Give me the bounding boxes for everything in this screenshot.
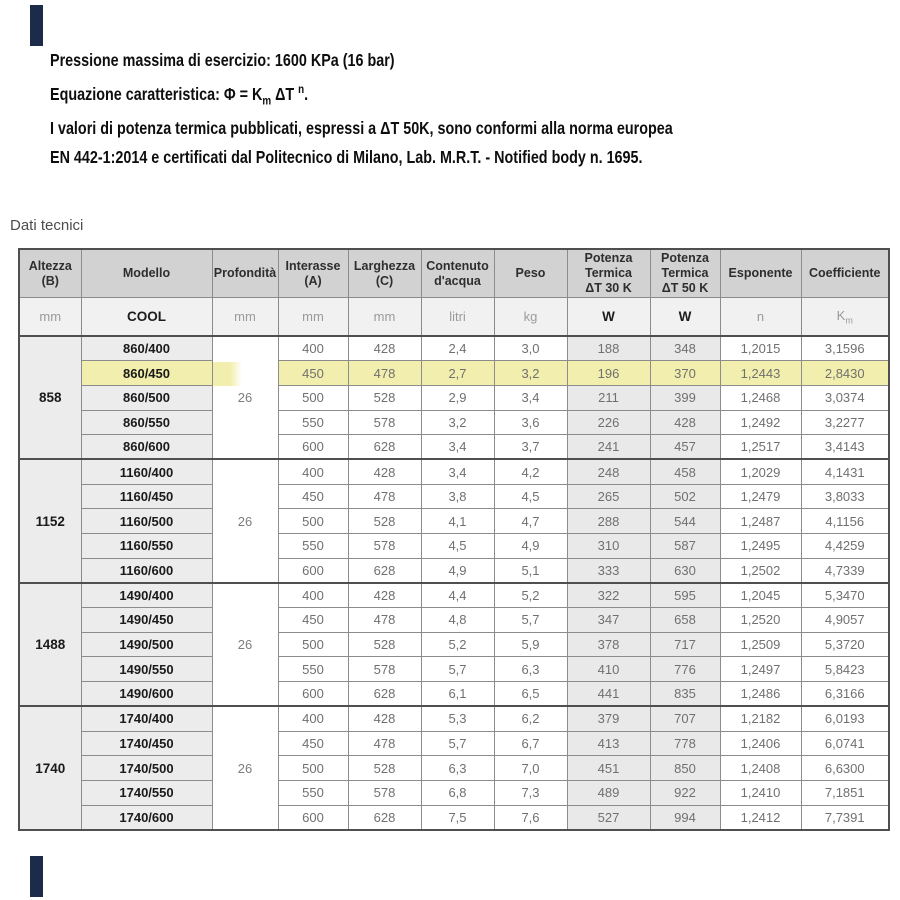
cell-water-content: 3,4 [421, 459, 494, 484]
cell-coefficient: 5,3470 [801, 583, 889, 608]
cell-power-dt50: 457 [650, 435, 720, 460]
cell-interasse: 600 [278, 435, 348, 460]
cell-weight: 3,6 [494, 410, 567, 435]
cell-profondita: 26 [212, 706, 278, 829]
equation-prefix: Equazione caratteristica: Φ = K [50, 83, 263, 104]
table-body [19, 336, 889, 830]
table-row [19, 484, 889, 509]
cell-power-dt30: 451 [567, 756, 650, 781]
cell-coefficient: 4,7339 [801, 558, 889, 583]
cell-interasse: 600 [278, 805, 348, 830]
table-row [19, 608, 889, 633]
unit-larghezza: mm [348, 298, 421, 337]
cell-model: 1160/400 [81, 459, 212, 484]
cell-coefficient: 7,1851 [801, 780, 889, 805]
intro-line-norm: I valori di potenza termica pubblicati, espressi a ΔT 50K, sono conformi alla norma europea [50, 118, 673, 139]
cell-model: 1740/600 [81, 805, 212, 830]
cell-exponent: 1,2487 [720, 509, 801, 534]
cell-power-dt50: 587 [650, 534, 720, 559]
cell-weight: 4,2 [494, 459, 567, 484]
cell-power-dt30: 265 [567, 484, 650, 509]
cell-weight: 7,6 [494, 805, 567, 830]
table-row [19, 731, 889, 756]
cell-model: 1160/600 [81, 558, 212, 583]
cell-power-dt50: 428 [650, 410, 720, 435]
cell-model: 1490/450 [81, 608, 212, 633]
cell-model: 1740/500 [81, 756, 212, 781]
cell-power-dt30: 527 [567, 805, 650, 830]
intro-line-certification: EN 442-1:2014 e certificati dal Politecnico di Milano, Lab. M.R.T. - Notified body n. 1695. [50, 146, 643, 167]
cell-larghezza: 428 [348, 336, 421, 361]
cell-profondita: 26 [212, 336, 278, 459]
corner-mark-bottom-left [30, 856, 43, 897]
cell-interasse: 450 [278, 361, 348, 386]
cell-larghezza: 628 [348, 435, 421, 460]
table-row [19, 682, 889, 707]
cell-coefficient: 5,8423 [801, 657, 889, 682]
unit-esponente: n [720, 298, 801, 337]
cell-power-dt30: 322 [567, 583, 650, 608]
cell-interasse: 450 [278, 608, 348, 633]
cell-water-content: 5,3 [421, 706, 494, 731]
cell-interasse: 400 [278, 459, 348, 484]
cell-exponent: 1,2406 [720, 731, 801, 756]
cell-model: 860/450 [81, 361, 212, 386]
cell-model: 1490/600 [81, 682, 212, 707]
cell-interasse: 600 [278, 682, 348, 707]
intro-text-block [50, 46, 809, 171]
cell-power-dt50: 348 [650, 336, 720, 361]
cell-water-content: 5,7 [421, 657, 494, 682]
cell-power-dt50: 630 [650, 558, 720, 583]
cell-power-dt30: 196 [567, 361, 650, 386]
table-row [19, 632, 889, 657]
cell-weight: 7,3 [494, 780, 567, 805]
cell-coefficient: 2,8430 [801, 361, 889, 386]
cell-power-dt50: 658 [650, 608, 720, 633]
cell-coefficient: 3,1596 [801, 336, 889, 361]
cell-weight: 5,2 [494, 583, 567, 608]
cell-power-dt50: 776 [650, 657, 720, 682]
cell-water-content: 4,1 [421, 509, 494, 534]
table-row [19, 361, 889, 386]
cell-larghezza: 528 [348, 385, 421, 410]
cell-coefficient: 3,0374 [801, 385, 889, 410]
cell-interasse: 450 [278, 484, 348, 509]
cell-larghezza: 428 [348, 459, 421, 484]
cell-water-content: 6,8 [421, 780, 494, 805]
cell-power-dt30: 188 [567, 336, 650, 361]
cell-larghezza: 628 [348, 682, 421, 707]
cell-power-dt30: 310 [567, 534, 650, 559]
cell-weight: 4,7 [494, 509, 567, 534]
equation-period: . [304, 83, 309, 104]
cell-larghezza: 628 [348, 805, 421, 830]
unit-row [19, 298, 889, 337]
cell-exponent: 1,2412 [720, 805, 801, 830]
cell-exponent: 1,2029 [720, 459, 801, 484]
cell-power-dt30: 211 [567, 385, 650, 410]
cell-larghezza: 528 [348, 509, 421, 534]
cell-power-dt50: 835 [650, 682, 720, 707]
cell-power-dt50: 707 [650, 706, 720, 731]
cell-larghezza: 428 [348, 583, 421, 608]
cell-coefficient: 7,7391 [801, 805, 889, 830]
corner-mark-top-left [30, 5, 43, 46]
cell-exponent: 1,2520 [720, 608, 801, 633]
cell-power-dt30: 248 [567, 459, 650, 484]
cell-interasse: 400 [278, 706, 348, 731]
cell-power-dt30: 410 [567, 657, 650, 682]
cell-larghezza: 528 [348, 632, 421, 657]
cell-weight: 3,7 [494, 435, 567, 460]
table-row [19, 509, 889, 534]
cell-water-content: 2,9 [421, 385, 494, 410]
cell-weight: 4,9 [494, 534, 567, 559]
cell-power-dt50: 922 [650, 780, 720, 805]
cell-larghezza: 478 [348, 608, 421, 633]
cell-weight: 3,4 [494, 385, 567, 410]
cell-power-dt30: 226 [567, 410, 650, 435]
cell-power-dt30: 378 [567, 632, 650, 657]
cell-water-content: 4,4 [421, 583, 494, 608]
cell-exponent: 1,2410 [720, 780, 801, 805]
cell-water-content: 4,5 [421, 534, 494, 559]
cell-weight: 7,0 [494, 756, 567, 781]
cell-coefficient: 6,0193 [801, 706, 889, 731]
cell-coefficient: 6,0741 [801, 731, 889, 756]
cell-power-dt30: 413 [567, 731, 650, 756]
cell-exponent: 1,2497 [720, 657, 801, 682]
cell-water-content: 4,9 [421, 558, 494, 583]
cell-model: 1160/550 [81, 534, 212, 559]
cell-interasse: 500 [278, 385, 348, 410]
unit-modello-series: COOL [81, 298, 212, 337]
unit-profondita: mm [212, 298, 278, 337]
cell-water-content: 3,2 [421, 410, 494, 435]
cell-exponent: 1,2517 [720, 435, 801, 460]
cell-exponent: 1,2015 [720, 336, 801, 361]
cell-power-dt50: 717 [650, 632, 720, 657]
cell-height: 1152 [19, 459, 81, 582]
col-header-modello: Modello [81, 249, 212, 298]
col-header-potenza-dt50: Potenza Termica ΔT 50 K [650, 249, 720, 298]
cell-interasse: 500 [278, 632, 348, 657]
section-title: Dati tecnici [10, 217, 84, 234]
cell-coefficient: 3,4143 [801, 435, 889, 460]
cell-water-content: 4,8 [421, 608, 494, 633]
cell-coefficient: 4,4259 [801, 534, 889, 559]
table-row [19, 583, 889, 608]
col-header-larghezza: Larghezza (C) [348, 249, 421, 298]
table-row [19, 657, 889, 682]
cell-interasse: 550 [278, 534, 348, 559]
cell-exponent: 1,2443 [720, 361, 801, 386]
table-row [19, 336, 889, 361]
col-header-peso: Peso [494, 249, 567, 298]
cell-exponent: 1,2045 [720, 583, 801, 608]
cell-exponent: 1,2509 [720, 632, 801, 657]
unit-potenza-dt50: W [650, 298, 720, 337]
cell-larghezza: 578 [348, 534, 421, 559]
cell-coefficient: 4,1156 [801, 509, 889, 534]
col-header-coefficiente: Coefficiente [801, 249, 889, 298]
cell-power-dt30: 441 [567, 682, 650, 707]
unit-coefficiente: $K_m$ [801, 298, 889, 337]
cell-weight: 5,1 [494, 558, 567, 583]
cell-water-content: 5,2 [421, 632, 494, 657]
header-row [19, 249, 889, 298]
cell-larghezza: 578 [348, 410, 421, 435]
cell-exponent: 1,2182 [720, 706, 801, 731]
unit-potenza-dt30: W [567, 298, 650, 337]
cell-height: 1740 [19, 706, 81, 829]
cell-power-dt50: 399 [650, 385, 720, 410]
cell-coefficient: 3,8033 [801, 484, 889, 509]
intro-line-pressure: Pressione massima di esercizio: 1600 KPa (16 bar) [50, 50, 395, 70]
cell-model: 1160/450 [81, 484, 212, 509]
table-row [19, 756, 889, 781]
cell-power-dt50: 370 [650, 361, 720, 386]
table-row [19, 459, 889, 484]
cell-exponent: 1,2486 [720, 682, 801, 707]
intro-line-equation [50, 75, 673, 115]
highlight-band [213, 362, 243, 387]
unit-peso: kg [494, 298, 567, 337]
col-header-interasse: Interasse (A) [278, 249, 348, 298]
cell-weight: 6,3 [494, 657, 567, 682]
cell-model: 860/550 [81, 410, 212, 435]
cell-power-dt30: 288 [567, 509, 650, 534]
cell-larghezza: 478 [348, 361, 421, 386]
equation-subscript: m [262, 92, 272, 107]
cell-interasse: 550 [278, 410, 348, 435]
table-row [19, 805, 889, 830]
cell-interasse: 550 [278, 657, 348, 682]
table-row [19, 706, 889, 731]
cell-exponent: 1,2479 [720, 484, 801, 509]
cell-model: 1490/550 [81, 657, 212, 682]
cell-weight: 3,0 [494, 336, 567, 361]
cell-model: 1490/400 [81, 583, 212, 608]
cell-model: 860/500 [81, 385, 212, 410]
cell-weight: 6,5 [494, 682, 567, 707]
cell-coefficient: 4,1431 [801, 459, 889, 484]
cell-height: 858 [19, 336, 81, 459]
cell-interasse: 500 [278, 509, 348, 534]
cell-model: 1740/550 [81, 780, 212, 805]
cell-water-content: 6,1 [421, 682, 494, 707]
table-row [19, 385, 889, 410]
cell-interasse: 450 [278, 731, 348, 756]
cell-coefficient: 4,9057 [801, 608, 889, 633]
cell-model: 860/400 [81, 336, 212, 361]
cell-weight: 5,9 [494, 632, 567, 657]
cell-power-dt50: 544 [650, 509, 720, 534]
cell-interasse: 400 [278, 336, 348, 361]
cell-water-content: 3,4 [421, 435, 494, 460]
cell-power-dt30: 241 [567, 435, 650, 460]
cell-coefficient: 6,3166 [801, 682, 889, 707]
cell-larghezza: 528 [348, 756, 421, 781]
col-header-profondita: Profondità [212, 249, 278, 298]
cell-power-dt50: 778 [650, 731, 720, 756]
col-header-potenza-dt30: Potenza Termica ΔT 30 K [567, 249, 650, 298]
cell-power-dt30: 489 [567, 780, 650, 805]
cell-power-dt50: 994 [650, 805, 720, 830]
unit-interasse: mm [278, 298, 348, 337]
table-row [19, 435, 889, 460]
cell-model: 1740/400 [81, 706, 212, 731]
cell-coefficient: 5,3720 [801, 632, 889, 657]
cell-coefficient: 6,6300 [801, 756, 889, 781]
cell-height: 1488 [19, 583, 81, 706]
cell-interasse: 500 [278, 756, 348, 781]
cell-water-content: 7,5 [421, 805, 494, 830]
equation-exponent: n [298, 81, 305, 96]
cell-water-content: 6,3 [421, 756, 494, 781]
cell-interasse: 400 [278, 583, 348, 608]
cell-profondita: 26 [212, 583, 278, 706]
cell-larghezza: 478 [348, 484, 421, 509]
cell-larghezza: 578 [348, 657, 421, 682]
col-header-contenuto-acqua: Contenuto d'acqua [421, 249, 494, 298]
cell-profondita: 26 [212, 459, 278, 582]
cell-exponent: 1,2502 [720, 558, 801, 583]
cell-interasse: 550 [278, 780, 348, 805]
cell-weight: 6,2 [494, 706, 567, 731]
cell-larghezza: 428 [348, 706, 421, 731]
cell-power-dt30: 347 [567, 608, 650, 633]
cell-weight: 3,2 [494, 361, 567, 386]
cell-power-dt30: 379 [567, 706, 650, 731]
table-row [19, 558, 889, 583]
cell-water-content: 3,8 [421, 484, 494, 509]
cell-larghezza: 478 [348, 731, 421, 756]
cell-water-content: 2,4 [421, 336, 494, 361]
unit-contenuto: litri [421, 298, 494, 337]
table-row [19, 410, 889, 435]
cell-exponent: 1,2408 [720, 756, 801, 781]
cell-exponent: 1,2495 [720, 534, 801, 559]
cell-weight: 6,7 [494, 731, 567, 756]
unit-altezza: mm [19, 298, 81, 337]
cell-power-dt50: 502 [650, 484, 720, 509]
cell-weight: 4,5 [494, 484, 567, 509]
col-header-altezza: Altezza (B) [19, 249, 81, 298]
cell-model: 1740/450 [81, 731, 212, 756]
cell-power-dt30: 333 [567, 558, 650, 583]
cell-exponent: 1,2492 [720, 410, 801, 435]
cell-water-content: 5,7 [421, 731, 494, 756]
equation-delta-t: ΔT [271, 83, 299, 104]
table-row [19, 780, 889, 805]
cell-interasse: 600 [278, 558, 348, 583]
cell-weight: 5,7 [494, 608, 567, 633]
cell-power-dt50: 595 [650, 583, 720, 608]
col-header-esponente: Esponente [720, 249, 801, 298]
cell-model: 860/600 [81, 435, 212, 460]
cell-larghezza: 578 [348, 780, 421, 805]
table-row [19, 534, 889, 559]
technical-data-table [18, 248, 890, 831]
cell-power-dt50: 850 [650, 756, 720, 781]
cell-model: 1160/500 [81, 509, 212, 534]
cell-larghezza: 628 [348, 558, 421, 583]
cell-coefficient: 3,2277 [801, 410, 889, 435]
cell-water-content: 2,7 [421, 361, 494, 386]
cell-exponent: 1,2468 [720, 385, 801, 410]
cell-model: 1490/500 [81, 632, 212, 657]
cell-power-dt50: 458 [650, 459, 720, 484]
